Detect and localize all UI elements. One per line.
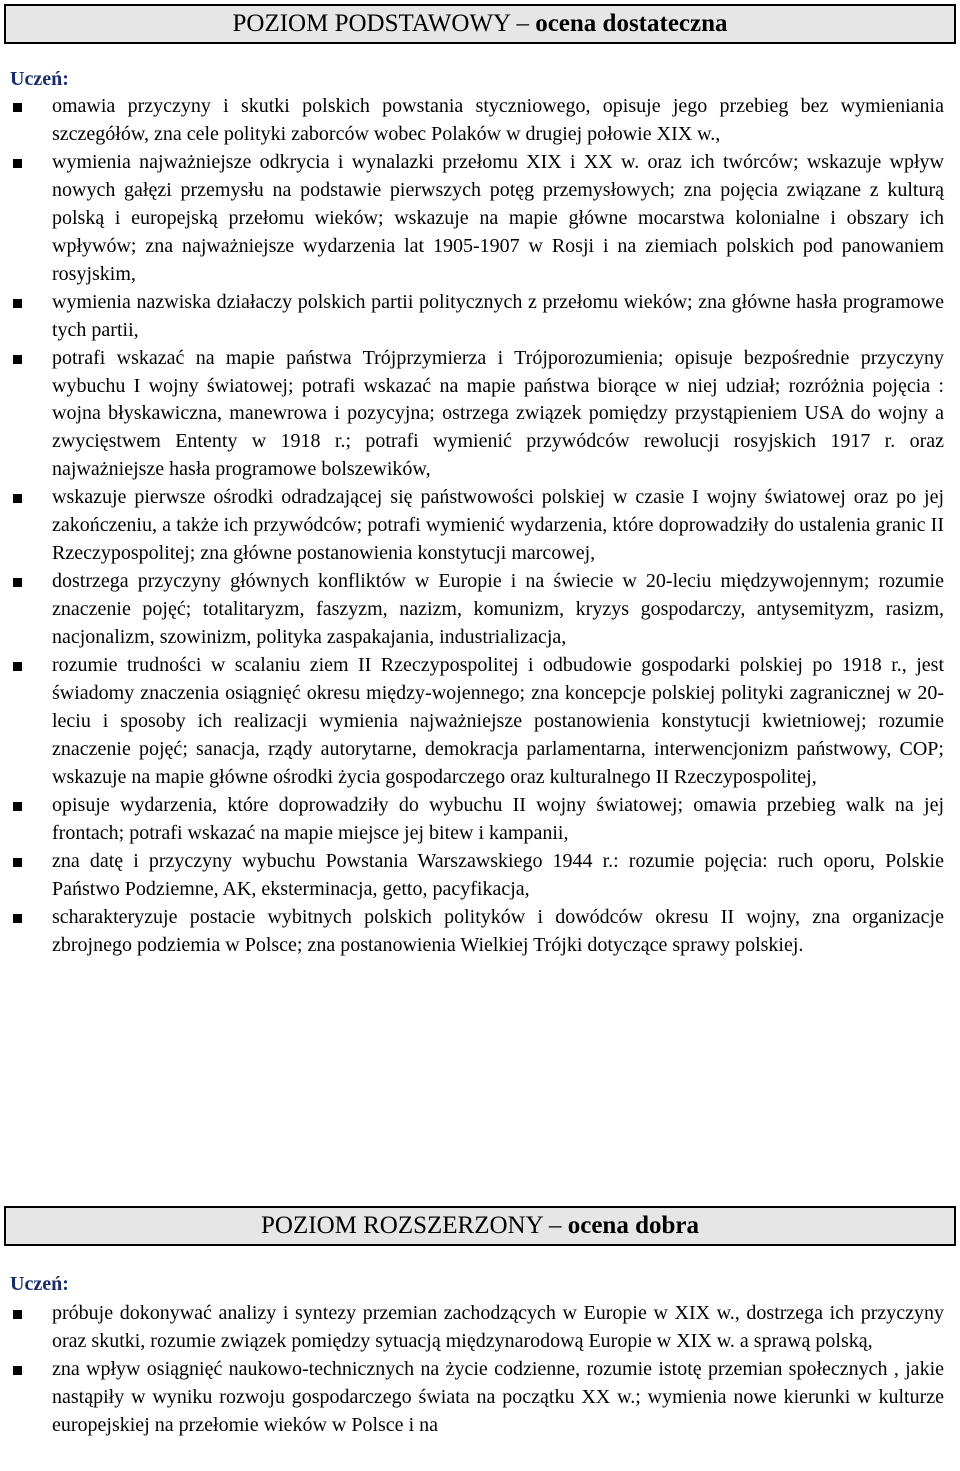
item-text: wskazuje pierwsze ośrodki odradzającej się państwowości polskiej w czasie I wojny światowej oraz po jej zakończeniu, a także ich przywódców; potrafi wymienić wydarzenia, które doprowadziły do ustalenia granic II Rzeczypospolitej; zna główne postanowienia konstytucji marcowej, — [52, 486, 944, 565]
section-grade: ocena dostateczna — [535, 10, 728, 37]
bullet-icon — [13, 103, 22, 112]
item-text: opisuje wydarzenia, które doprowadziły do wybuchu II wojny światowej; omawia przebieg walk na jej frontach; potrafi wskazać na mapie miejsce jej bitew i kampanii, — [52, 793, 944, 844]
criteria-list-basic — [0, 93, 960, 960]
list-item — [0, 484, 960, 568]
list-item — [0, 848, 960, 904]
list-item — [0, 345, 960, 485]
list-item — [0, 792, 960, 848]
student-label: Uczeń: — [10, 68, 69, 90]
item-text: wymienia nazwiska działaczy polskich partii politycznych z przełomu wieków; zna główne hasła programowe tych partii, — [52, 290, 944, 341]
bullet-icon — [13, 355, 22, 364]
item-text: zna wpływ osiągnięć naukowo-technicznych na życie codzienne, rozumie istotę przemian społecznych , jakie nastąpiły w wyniku rozwoju gospodarczego świata na początku XX w.; wymienia nowe kierunki w kulturze europejskiej na przełomie wieków w Polsce i na — [52, 1357, 944, 1436]
bullet-icon — [13, 858, 22, 867]
item-text: omawia przyczyny i skutki polskich powstania styczniowego, opisuje jego przebieg bez wymieniania szczegółów, zna cele polityki zaborców wobec Polaków w drugiej połowie XIX w., — [52, 95, 944, 145]
section-grade: ocena dobra — [567, 1212, 699, 1239]
item-text: scharakteryzuje postacie wybitnych polskich polityków i dowódców okresu II wojny, zna organizacje zbrojnego podziemia w Polsce; zna postanowienia Wielkiej Trójki dotyczące sprawy polskiej. — [52, 905, 944, 956]
item-text: wymienia najważniejsze odkrycia i wynalazki przełomu XIX i XX w. oraz ich twórców; wskazuje wpływ nowych gałęzi przemysłu na podstawie pierwszych potęg przemysłowych; zna pojęcia związane z kulturą polską i europejską przełomu wieków; wskazuje na mapie główne mocarstwa kolonialne i obszary ich wpływów; zna najważniejsze wydarzenia lat 1905-1907 w Rosji i na ziemiach polskich pod panowaniem rosyjskim, — [52, 150, 944, 285]
list-item — [0, 652, 960, 792]
bullet-icon — [13, 914, 22, 923]
section-dash: – — [548, 1212, 562, 1239]
list-item — [0, 289, 960, 345]
bullet-icon — [13, 662, 22, 671]
item-text: dostrzega przyczyny głównych konfliktów w Europie i na świecie w 20-leciu międzywojennym; rozumie znaczenie pojęć; totalitaryzm, faszyzm, nazizm, komunizm, kryzys gospodarczy, antysemityzm, rasizm, nacjonalizm, szowinizm, polityka zaspakajania, industrializacja, — [52, 570, 944, 649]
bullet-icon — [13, 1366, 22, 1375]
criteria-list-extended — [0, 1300, 960, 1440]
list-item — [0, 93, 960, 149]
section-header-basic — [4, 4, 956, 44]
bullet-icon — [13, 578, 22, 587]
section-header-extended — [4, 1206, 956, 1246]
item-text: próbuje dokonywać analizy i syntezy przemian zachodzących w Europie w XIX w., dostrzega ich przyczyny oraz skutki, rozumie związek pomiędzy sytuacją międzynarodową Europie w XIX w. a sprawą polską, — [52, 1302, 944, 1352]
section-title: POZIOM PODSTAWOWY — [232, 10, 511, 37]
section-dash: – — [516, 10, 529, 37]
item-text: potrafi wskazać na mapie państwa Trójprzymierza i Trójporozumienia; opisuje bezpośrednie przyczyny wybuchu I wojny światowej; potrafi wskazać na mapie państwa biorące w niej udział; rozróżnia pojęcia : wojna błyskawiczna, manewrowa i pozycyjna; ostrzega związek pomiędzy przystąpieniem USA do wojny a zwycięstwem Ententy w 1918 r.; potrafi wymienić przywódców rewolucji rosyjskich 1917 r. oraz najważniejsze hasła programowe bolszewików, — [52, 346, 944, 481]
list-item — [0, 904, 960, 960]
list-item — [0, 1356, 960, 1440]
item-text: rozumie trudności w scalaniu ziem II Rzeczypospolitej i odbudowie gospodarki polskiej po 1918 r., jest świadomy znaczenia osiągnięć okresu między-wojennego; zna koncepcje polskiej polityki zagranicznej w 20-leciu i sposoby ich realizacji wymienia najważniejsze postanowienia konstytucji kwietniowej; rozumie znaczenie pojęć; sanacja, rządy autorytarne, demokracja parlamentarna, interwencjonizm państwowy, COP; wskazuje na mapie główne ośrodki życia gospodarczego oraz kulturalnego II Rzeczypospolitej, — [52, 654, 944, 788]
bullet-icon — [13, 1310, 22, 1319]
bullet-icon — [13, 802, 22, 811]
item-text: zna datę i przyczyny wybuchu Powstania Warszawskiego 1944 r.: rozumie pojęcia: ruch oporu, Polskie Państwo Podziemne, AK, eksterminacja, getto, pacyfikacja, — [52, 849, 944, 900]
bullet-icon — [13, 299, 22, 308]
list-item — [0, 149, 960, 289]
bullet-icon — [13, 159, 22, 168]
bullet-icon — [13, 494, 22, 503]
student-label: Uczeń: — [10, 1273, 69, 1295]
list-item — [0, 1300, 960, 1356]
list-item — [0, 568, 960, 652]
section-title: POZIOM ROZSZERZONY — [261, 1212, 543, 1239]
